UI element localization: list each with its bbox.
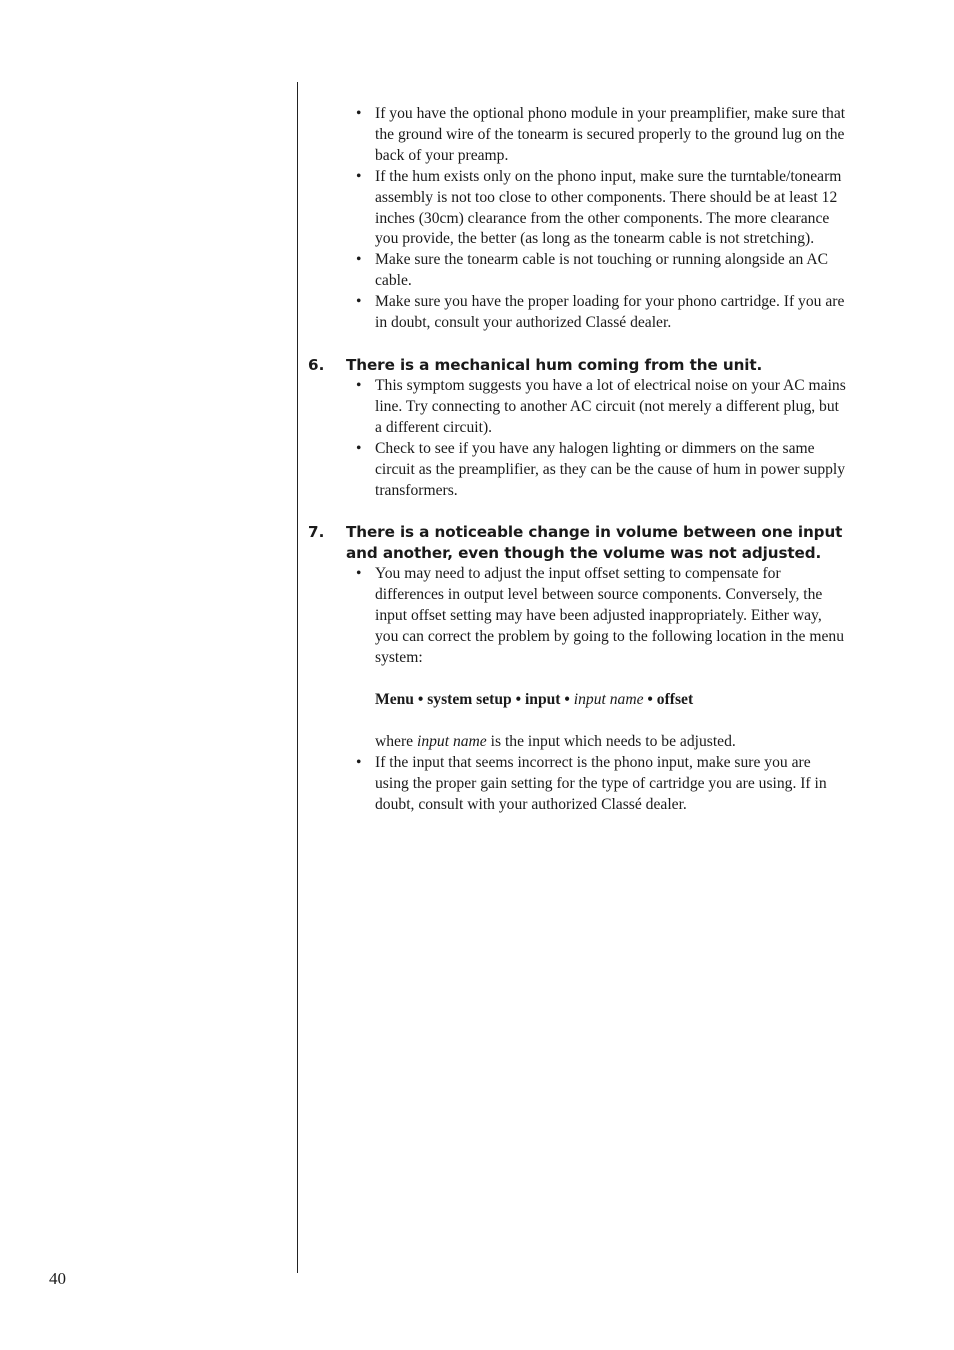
- list-item: • This symptom suggests you have a lot of electrical noise on your AC mains line. Try connecting to another AC circuit (not merely a different plug, but a different circuit).: [375, 376, 848, 439]
- menu-path-variable: input name: [573, 690, 644, 708]
- list-item: • You may need to adjust the input offset setting to compensate for differences in output level between source components. Conversely, the input offset setting may have been adjusted inappropriately. Either way, you can correct the problem by going to the following location in the menu system:: [375, 564, 848, 669]
- list-item: • If the input that seems incorrect is the phono input, make sure you are using the proper gain setting for the type of cartridge you are using. If in doubt, consult with your authorized Classé dealer.: [375, 753, 848, 816]
- list-item: • Make sure the tonearm cable is not touching or running alongside an AC cable.: [375, 250, 848, 292]
- where-note-term: input name: [417, 732, 487, 750]
- where-note: [375, 732, 848, 753]
- section6-title: There is a mechanical hum coming from the unit.: [346, 355, 763, 374]
- section6-bullet-list: [308, 376, 848, 501]
- section5-bullet-list: [308, 104, 848, 334]
- section7-bullet-list-2: [308, 753, 848, 816]
- list-item: • If you have the optional phono module in your preamplifier, make sure that the ground wire of the tonearm is secured properly to the ground lug on the back of your preamp.: [375, 104, 848, 167]
- menu-path-start: Menu • system setup • input •: [375, 690, 570, 708]
- list-item: • Make sure you have the proper loading for your phono cartridge. If you are in doubt, consult your authorized Classé dealer.: [375, 292, 848, 334]
- section7-heading: [308, 522, 848, 564]
- margin-rule: [297, 82, 298, 1273]
- list-item: • If the hum exists only on the phono input, make sure the turntable/tonearm assembly is not too close to other components. There should be at least 12 inches (30cm) clearance from the other components. The more clearance you provide, the better (as long as the tonearm cable is not stretching).: [375, 167, 848, 251]
- menu-path-end: • offset: [647, 690, 694, 708]
- section7-number: 7.: [308, 523, 325, 542]
- section6-heading: [308, 355, 848, 376]
- where-note-prefix: where: [375, 732, 414, 750]
- list-item: • Check to see if you have any halogen lighting or dimmers on the same circuit as the preamplifier, as they can be the cause of hum in power supply transformers.: [375, 439, 848, 502]
- menu-path: [375, 690, 848, 711]
- where-note-suffix: is the input which needs to be adjusted.: [490, 732, 736, 750]
- document-body: [308, 104, 848, 815]
- section7-bullet-list: [308, 564, 848, 669]
- page-number: 40: [49, 1269, 66, 1288]
- section6-number: 6.: [308, 355, 325, 374]
- section7-title: There is a noticeable change in volume between one input and another, even though the volume was not adjusted.: [346, 523, 843, 563]
